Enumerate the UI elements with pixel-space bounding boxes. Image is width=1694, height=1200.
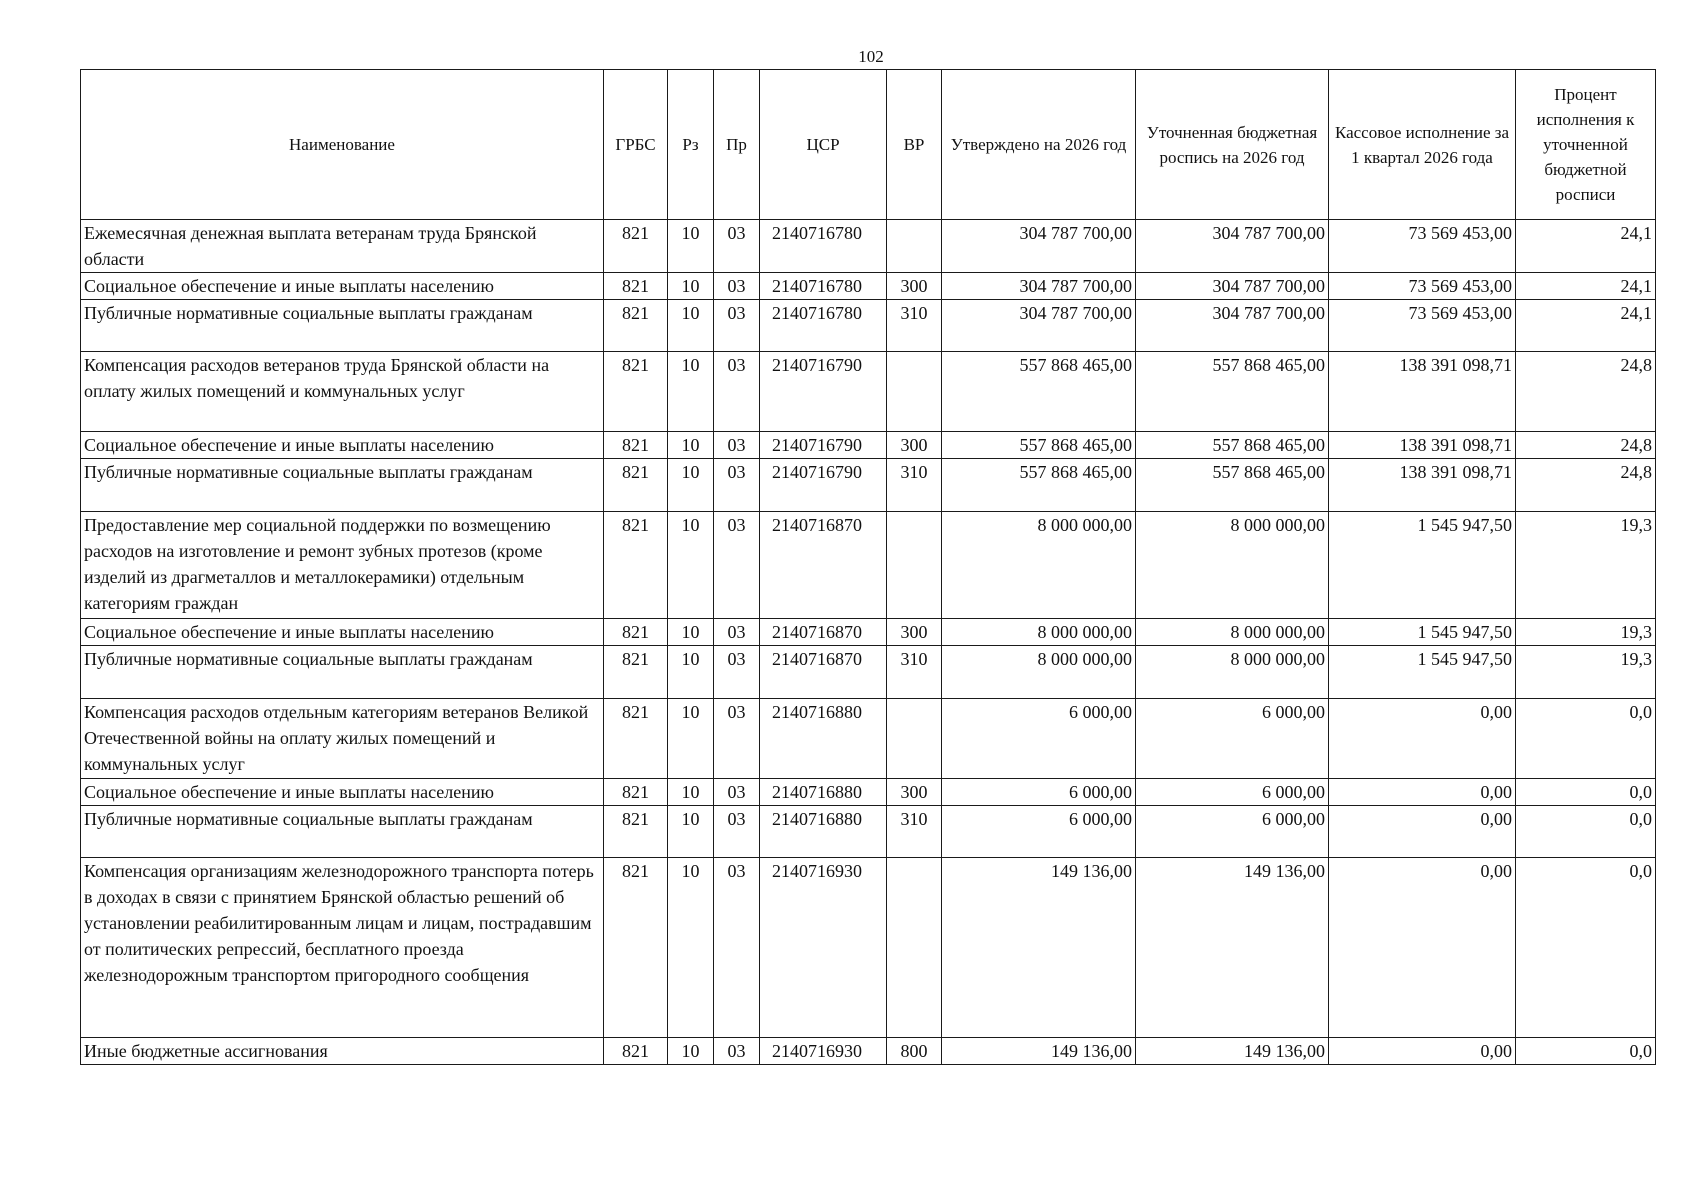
- cell-cash-execution: 0,00: [1329, 806, 1516, 858]
- cell-percent: 24,8: [1516, 352, 1656, 432]
- cell-csr: 2140716780: [760, 300, 887, 352]
- cell-refined: 8 000 000,00: [1136, 512, 1329, 619]
- cell-rz: 10: [668, 1038, 714, 1065]
- cell-rz: 10: [668, 646, 714, 699]
- table-row: [81, 779, 1656, 806]
- cell-approved: 557 868 465,00: [942, 459, 1136, 512]
- cell-name: Ежемесячная денежная выплата ветеранам труда Брянской области: [81, 220, 604, 273]
- cell-approved: 8 000 000,00: [942, 646, 1136, 699]
- cell-pr: 03: [714, 779, 760, 806]
- cell-csr: 2140716880: [760, 779, 887, 806]
- table-row: [81, 699, 1656, 779]
- cell-percent: 0,0: [1516, 806, 1656, 858]
- cell-rz: 10: [668, 779, 714, 806]
- cell-grbs: 821: [604, 699, 668, 779]
- cell-refined: 149 136,00: [1136, 858, 1329, 1038]
- cell-refined: 304 787 700,00: [1136, 300, 1329, 352]
- cell-approved: 304 787 700,00: [942, 220, 1136, 273]
- cell-refined: 8 000 000,00: [1136, 619, 1329, 646]
- cell-refined: 557 868 465,00: [1136, 352, 1329, 432]
- cell-csr: 2140716870: [760, 512, 887, 619]
- cell-name: Публичные нормативные социальные выплаты гражданам: [81, 459, 604, 512]
- cell-refined: 8 000 000,00: [1136, 646, 1329, 699]
- cell-approved: 6 000,00: [942, 779, 1136, 806]
- cell-name: Социальное обеспечение и иные выплаты населению: [81, 619, 604, 646]
- table-row: [81, 352, 1656, 432]
- cell-vr: 300: [887, 619, 942, 646]
- cell-csr: 2140716780: [760, 273, 887, 300]
- cell-percent: 0,0: [1516, 1038, 1656, 1065]
- cell-vr: [887, 858, 942, 1038]
- cell-vr: [887, 512, 942, 619]
- cell-refined: 304 787 700,00: [1136, 273, 1329, 300]
- cell-approved: 6 000,00: [942, 806, 1136, 858]
- page-number: 102: [858, 47, 884, 66]
- cell-name: Предоставление мер социальной поддержки по возмещению расходов на изготовление и ремонт зубных протезов (кроме изделий из драгметаллов и металлокерамики) отдельным категориям граждан: [81, 512, 604, 619]
- cell-approved: 557 868 465,00: [942, 352, 1136, 432]
- cell-percent: 24,1: [1516, 300, 1656, 352]
- cell-csr: 2140716930: [760, 858, 887, 1038]
- cell-grbs: 821: [604, 432, 668, 459]
- cell-name: Социальное обеспечение и иные выплаты населению: [81, 273, 604, 300]
- column-header-grbs: ГРБС: [604, 70, 668, 220]
- cell-cash-execution: 73 569 453,00: [1329, 220, 1516, 273]
- cell-pr: 03: [714, 273, 760, 300]
- cell-refined: 6 000,00: [1136, 806, 1329, 858]
- cell-cash-execution: 73 569 453,00: [1329, 300, 1516, 352]
- cell-csr: 2140716790: [760, 432, 887, 459]
- cell-name: Компенсация расходов отдельным категориям ветеранов Великой Отечественной войны на оплату жилых помещений и коммунальных услуг: [81, 699, 604, 779]
- cell-grbs: 821: [604, 512, 668, 619]
- cell-pr: 03: [714, 352, 760, 432]
- cell-grbs: 821: [604, 1038, 668, 1065]
- table-row: [81, 806, 1656, 858]
- cell-name: Публичные нормативные социальные выплаты гражданам: [81, 806, 604, 858]
- cell-pr: 03: [714, 619, 760, 646]
- cell-cash-execution: 1 545 947,50: [1329, 646, 1516, 699]
- cell-pr: 03: [714, 858, 760, 1038]
- cell-approved: 6 000,00: [942, 699, 1136, 779]
- cell-percent: 24,1: [1516, 273, 1656, 300]
- table-row: [81, 858, 1656, 1038]
- cell-grbs: 821: [604, 459, 668, 512]
- cell-pr: 03: [714, 300, 760, 352]
- column-header-vr: ВР: [887, 70, 942, 220]
- cell-grbs: 821: [604, 858, 668, 1038]
- cell-pr: 03: [714, 806, 760, 858]
- cell-csr: 2140716930: [760, 1038, 887, 1065]
- cell-pr: 03: [714, 646, 760, 699]
- cell-vr: 310: [887, 459, 942, 512]
- table-row: [81, 619, 1656, 646]
- cell-vr: 300: [887, 779, 942, 806]
- column-header-refined: Уточненная бюджетная роспись на 2026 год: [1136, 70, 1329, 220]
- cell-approved: 8 000 000,00: [942, 619, 1136, 646]
- cell-name: Социальное обеспечение и иные выплаты населению: [81, 432, 604, 459]
- cell-rz: 10: [668, 512, 714, 619]
- cell-cash-execution: 138 391 098,71: [1329, 352, 1516, 432]
- cell-approved: 149 136,00: [942, 858, 1136, 1038]
- cell-refined: 557 868 465,00: [1136, 459, 1329, 512]
- cell-cash-execution: 1 545 947,50: [1329, 619, 1516, 646]
- cell-pr: 03: [714, 220, 760, 273]
- table-row: [81, 459, 1656, 512]
- cell-vr: 310: [887, 806, 942, 858]
- column-header-cash-execution: Кассовое исполнение за 1 квартал 2026 года: [1329, 70, 1516, 220]
- cell-csr: 2140716790: [760, 459, 887, 512]
- cell-percent: 19,3: [1516, 512, 1656, 619]
- cell-percent: 0,0: [1516, 699, 1656, 779]
- cell-csr: 2140716880: [760, 806, 887, 858]
- cell-percent: 19,3: [1516, 646, 1656, 699]
- cell-rz: 10: [668, 352, 714, 432]
- cell-rz: 10: [668, 858, 714, 1038]
- cell-name: Публичные нормативные социальные выплаты гражданам: [81, 300, 604, 352]
- cell-grbs: 821: [604, 220, 668, 273]
- cell-cash-execution: 1 545 947,50: [1329, 512, 1516, 619]
- cell-percent: 0,0: [1516, 858, 1656, 1038]
- column-header-pr: Пр: [714, 70, 760, 220]
- cell-vr: [887, 352, 942, 432]
- cell-name: Публичные нормативные социальные выплаты гражданам: [81, 646, 604, 699]
- column-header-percent: Процент исполнения к уточненной бюджетной росписи: [1516, 70, 1656, 220]
- table-row: [81, 300, 1656, 352]
- cell-vr: [887, 699, 942, 779]
- column-header-rz: Рз: [668, 70, 714, 220]
- cell-percent: 24,1: [1516, 220, 1656, 273]
- cell-rz: 10: [668, 619, 714, 646]
- cell-pr: 03: [714, 459, 760, 512]
- cell-cash-execution: 0,00: [1329, 779, 1516, 806]
- cell-pr: 03: [714, 432, 760, 459]
- cell-vr: 800: [887, 1038, 942, 1065]
- cell-vr: [887, 220, 942, 273]
- cell-percent: 19,3: [1516, 619, 1656, 646]
- cell-approved: 304 787 700,00: [942, 300, 1136, 352]
- cell-rz: 10: [668, 459, 714, 512]
- column-header-approved: Утверждено на 2026 год: [942, 70, 1136, 220]
- cell-rz: 10: [668, 699, 714, 779]
- cell-cash-execution: 0,00: [1329, 1038, 1516, 1065]
- cell-grbs: 821: [604, 806, 668, 858]
- cell-grbs: 821: [604, 779, 668, 806]
- cell-rz: 10: [668, 273, 714, 300]
- cell-approved: 557 868 465,00: [942, 432, 1136, 459]
- cell-cash-execution: 73 569 453,00: [1329, 273, 1516, 300]
- cell-percent: 24,8: [1516, 459, 1656, 512]
- cell-pr: 03: [714, 699, 760, 779]
- cell-refined: 304 787 700,00: [1136, 220, 1329, 273]
- cell-grbs: 821: [604, 619, 668, 646]
- table-header-row: [81, 70, 1656, 220]
- cell-approved: 304 787 700,00: [942, 273, 1136, 300]
- cell-csr: 2140716880: [760, 699, 887, 779]
- table-row: [81, 273, 1656, 300]
- column-header-name: Наименование: [81, 70, 604, 220]
- cell-cash-execution: 138 391 098,71: [1329, 432, 1516, 459]
- table-row: [81, 220, 1656, 273]
- cell-pr: 03: [714, 512, 760, 619]
- cell-vr: 310: [887, 646, 942, 699]
- cell-name: Иные бюджетные ассигнования: [81, 1038, 604, 1065]
- cell-approved: 149 136,00: [942, 1038, 1136, 1065]
- cell-vr: 300: [887, 432, 942, 459]
- cell-csr: 2140716780: [760, 220, 887, 273]
- budget-table: [80, 69, 1656, 1065]
- cell-percent: 24,8: [1516, 432, 1656, 459]
- cell-rz: 10: [668, 220, 714, 273]
- cell-csr: 2140716790: [760, 352, 887, 432]
- cell-name: Социальное обеспечение и иные выплаты населению: [81, 779, 604, 806]
- cell-pr: 03: [714, 1038, 760, 1065]
- cell-name: Компенсация расходов ветеранов труда Брянской области на оплату жилых помещений и коммунальных услуг: [81, 352, 604, 432]
- cell-name: Компенсация организациям железнодорожного транспорта потерь в доходах в связи с принятием Брянской областью решений об установлении реабилитированным лицам и лицам, пострадавшим от политических репрессий, бесплатного проезда железнодорожным транспортом пригородного сообщения: [81, 858, 604, 1038]
- cell-rz: 10: [668, 432, 714, 459]
- cell-grbs: 821: [604, 352, 668, 432]
- table-row: [81, 432, 1656, 459]
- cell-grbs: 821: [604, 300, 668, 352]
- column-header-csr: ЦСР: [760, 70, 887, 220]
- cell-approved: 8 000 000,00: [942, 512, 1136, 619]
- cell-refined: 6 000,00: [1136, 779, 1329, 806]
- table-row: [81, 1038, 1656, 1065]
- cell-refined: 149 136,00: [1136, 1038, 1329, 1065]
- cell-csr: 2140716870: [760, 646, 887, 699]
- cell-csr: 2140716870: [760, 619, 887, 646]
- cell-rz: 10: [668, 300, 714, 352]
- cell-vr: 300: [887, 273, 942, 300]
- cell-grbs: 821: [604, 273, 668, 300]
- table-row: [81, 512, 1656, 619]
- cell-refined: 6 000,00: [1136, 699, 1329, 779]
- cell-percent: 0,0: [1516, 779, 1656, 806]
- cell-grbs: 821: [604, 646, 668, 699]
- cell-refined: 557 868 465,00: [1136, 432, 1329, 459]
- table-row: [81, 646, 1656, 699]
- cell-cash-execution: 138 391 098,71: [1329, 459, 1516, 512]
- cell-rz: 10: [668, 806, 714, 858]
- cell-vr: 310: [887, 300, 942, 352]
- cell-cash-execution: 0,00: [1329, 858, 1516, 1038]
- cell-cash-execution: 0,00: [1329, 699, 1516, 779]
